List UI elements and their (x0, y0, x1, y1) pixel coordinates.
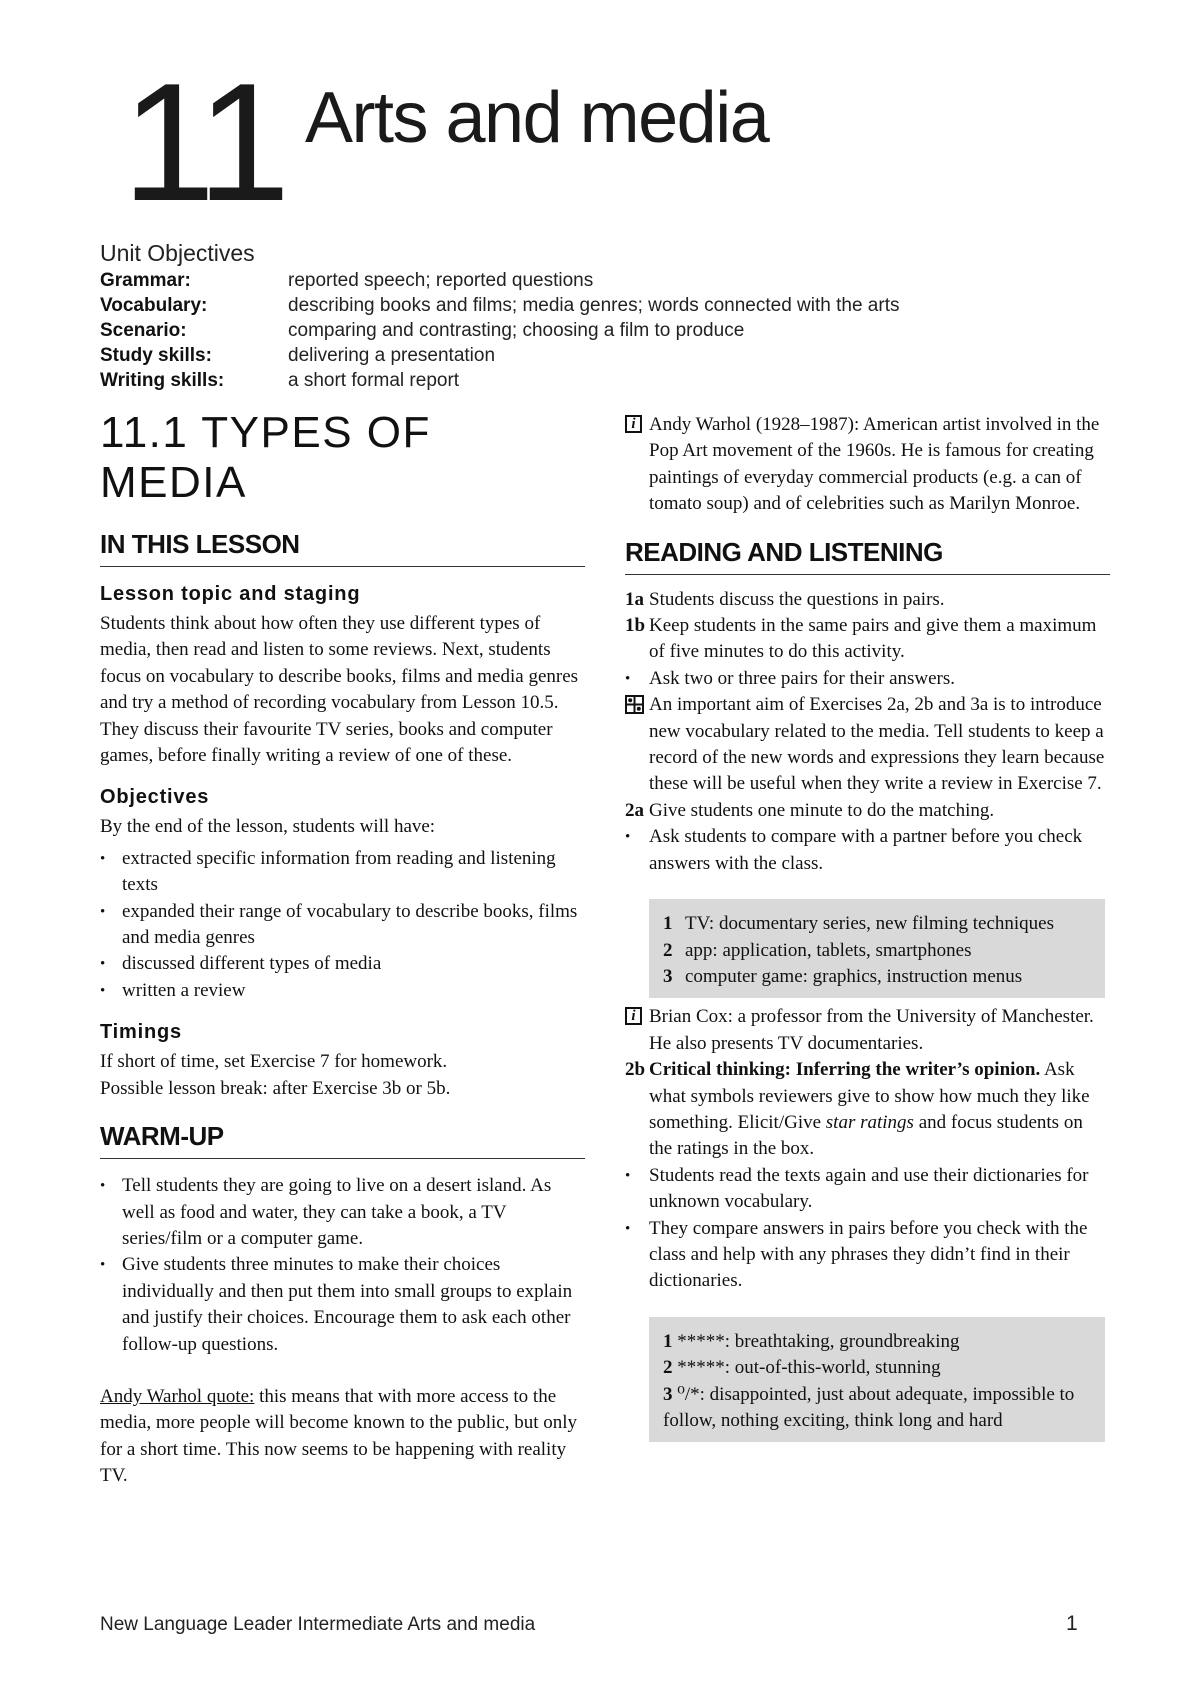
answer-number: 3 (663, 965, 673, 987)
warhol-info-note (625, 412, 1110, 518)
answer-number: 1 (663, 913, 673, 935)
exercise-2a-bullet (625, 824, 1110, 877)
tip-text: An important aim of Exercises 2a, 2b and 3a is to introduce new vocabulary related to the media. Tell students to keep a record of the new words and expressions they learn because these will be useful when they write a review in Exercise 7. (649, 694, 1105, 795)
bullet-icon: • (625, 1167, 631, 1184)
exercise-2a (625, 798, 1110, 824)
info-icon: i (625, 1007, 642, 1025)
unit-objectives-heading: Unit Objectives (100, 240, 255, 266)
answer-number: 2 (663, 1357, 673, 1379)
unit-objectives (100, 240, 1000, 393)
answer-row (663, 964, 1091, 990)
bullet-text: They compare answers in pairs before you check with the class and help with any phrases they didn’t find in their dictionaries. (649, 1217, 1088, 1292)
answer-row (663, 1382, 1091, 1435)
cox-info-text: Brian Cox: a professor from the University of Manchester. He also presents TV documentaries. (649, 1006, 1094, 1054)
objective-value: reported speech; reported questions (288, 270, 594, 291)
exercise-2b-bullet (625, 1216, 1110, 1295)
exercise-text-part: and focus students on the ratings in the box. (649, 1111, 1083, 1160)
objective-value: describing books and films; media genres; words connected with the arts (288, 295, 900, 316)
objective-row-grammar (100, 268, 1000, 293)
answer-text: TV: documentary series, new filming techniques (685, 913, 1054, 935)
lesson-title (100, 408, 585, 508)
cox-info-note (625, 1004, 1110, 1057)
info-icon: i (625, 415, 642, 433)
warhol-quote-text: this means that with more access to the media, more people will become known to the public, but only for a short time. This now seems to be happening with reality TV. (100, 1385, 578, 1487)
list-item: • discussed different types of media (100, 951, 585, 977)
objective-row-study-skills (100, 343, 1000, 368)
bullet-text: Ask two or three pairs for their answers. (649, 667, 956, 689)
answer-text: *****: out-of-this-world, stunning (672, 1357, 941, 1379)
objective-row-scenario (100, 318, 1000, 343)
topic-heading: Lesson topic and staging (100, 583, 361, 605)
objectives-list (100, 846, 585, 1004)
warmup-list (100, 1173, 585, 1358)
objective-row-vocabulary (100, 293, 1000, 318)
objective-value: comparing and contrasting; choosing a film to produce (288, 320, 745, 341)
unit-title: Arts and media (305, 78, 769, 158)
objective-row-writing-skills (100, 368, 1000, 393)
exercise-text: Keep students in the same pairs and give them a maximum of five minutes to do this activity. (649, 615, 1097, 663)
unit-number: 11 (122, 48, 285, 236)
bullet-icon: • (625, 829, 631, 846)
objective-label: Grammar: (100, 270, 191, 291)
objectives-heading: Objectives (100, 786, 210, 809)
answer-number: 3 (663, 1383, 673, 1405)
answer-box-2b (649, 1317, 1105, 1443)
exercise-1b-bullet (625, 666, 1110, 692)
exercise-text: Give students one minute to do the matching. (649, 799, 995, 821)
answer-number: 1 (663, 1330, 673, 1352)
left-column (100, 408, 585, 1490)
exercise-1a (625, 587, 1110, 613)
exercise-2b-bullet (625, 1163, 1110, 1216)
teaching-tip (625, 692, 1110, 798)
exercise-italic-text: star ratings (825, 1111, 914, 1133)
answer-box-2a (649, 899, 1105, 998)
objectives-intro: By the end of the lesson, students will have: (100, 816, 436, 838)
warhol-quote-label: Andy Warhol quote: (100, 1385, 255, 1407)
tip-grid-icon (625, 695, 644, 714)
answer-row (663, 938, 1091, 964)
answer-row (663, 911, 1091, 937)
exercise-number: 2b (625, 1059, 646, 1081)
timings-heading: Timings (100, 1021, 182, 1044)
exercise-text (649, 1059, 1090, 1159)
exercise-number: 2a (625, 799, 644, 821)
reading-listening-heading: READING AND LISTENING (625, 537, 1110, 575)
timings-line1: If short of time, set Exercise 7 for homework. (100, 1051, 448, 1073)
timings-line2: Possible lesson break: after Exercise 3b or 5b. (100, 1077, 451, 1099)
exercise-bold-text: Critical thinking: Inferring the writer’s opinion. (649, 1059, 1041, 1081)
bullet-icon: • (625, 1220, 631, 1237)
bullet-text: Students read the texts again and use their dictionaries for unknown vocabulary. (649, 1164, 1089, 1213)
list-item: • Tell students they are going to live on a desert island. As well as food and water, they can take a book, a TV series/film or a computer game. (100, 1173, 585, 1252)
objective-label: Vocabulary: (100, 295, 208, 316)
answer-row (663, 1355, 1091, 1381)
page-number: 1 (1066, 1612, 1078, 1635)
answer-text: *****: breathtaking, groundbreaking (672, 1330, 960, 1352)
right-column (625, 412, 1110, 1442)
objective-value: a short formal report (288, 370, 460, 391)
bullet-icon: • (625, 670, 631, 687)
in-this-lesson-heading: IN THIS LESSON (100, 529, 585, 567)
topic-text: Students think about how often they use different types of media, then read and listen to some reviews. Next, students focus on vocabulary to describe books, films and media genres and try a method of recording vocabulary from Lesson 10.5. They discuss their favourite TV series, books and computer games, before finally writing a review of one of these. (100, 613, 579, 767)
answer-text: app: application, tablets, smartphones (685, 939, 972, 961)
objective-label: Scenario: (100, 320, 187, 341)
exercise-1b (625, 613, 1110, 666)
answer-text: ⁰/*: disappointed, just about adequate, impossible to follow, nothing exciting, think long and hard (663, 1383, 1075, 1431)
exercise-number: 1b (625, 615, 646, 637)
objective-label: Study skills: (100, 345, 212, 366)
list-item: • written a review (100, 978, 585, 1004)
exercise-2b (625, 1057, 1110, 1163)
objective-value: delivering a presentation (288, 345, 496, 366)
footer-title: New Language Leader Intermediate Arts and media (100, 1614, 536, 1635)
warhol-info-text: Andy Warhol (1928–1987): American artist involved in the Pop Art movement of the 1960s. He is famous for creating paintings of everyday commercial products (e.g. a can of tomato soup) and of celebrities such as Marilyn Monroe. (649, 414, 1100, 515)
exercise-text-part: Ask what symbols reviewers give to show how much they like something. Elicit/Give (649, 1059, 1090, 1133)
bullet-text: Ask students to compare with a partner before you check answers with the class. (649, 826, 1083, 874)
exercise-text: Students discuss the questions in pairs. (649, 588, 945, 610)
answer-number: 2 (663, 939, 673, 961)
exercise-number: 1a (625, 588, 644, 610)
warhol-quote (100, 1384, 585, 1490)
list-item: • extracted specific information from reading and listening texts (100, 846, 585, 899)
warmup-heading: WARM-UP (100, 1121, 585, 1159)
answer-text: computer game: graphics, instruction menus (685, 965, 1023, 987)
lesson-title-line2: MEDIA (100, 458, 247, 507)
list-item: • Give students three minutes to make their choices individually and then put them into small groups to explain and justify their choices. Encourage them to ask each other follow-up questions. (100, 1252, 585, 1358)
answer-row (663, 1329, 1091, 1355)
lesson-title-line1: 11.1 TYPES OF (100, 408, 431, 457)
list-item: • expanded their range of vocabulary to describe books, films and media genres (100, 899, 585, 952)
objective-label: Writing skills: (100, 370, 225, 391)
